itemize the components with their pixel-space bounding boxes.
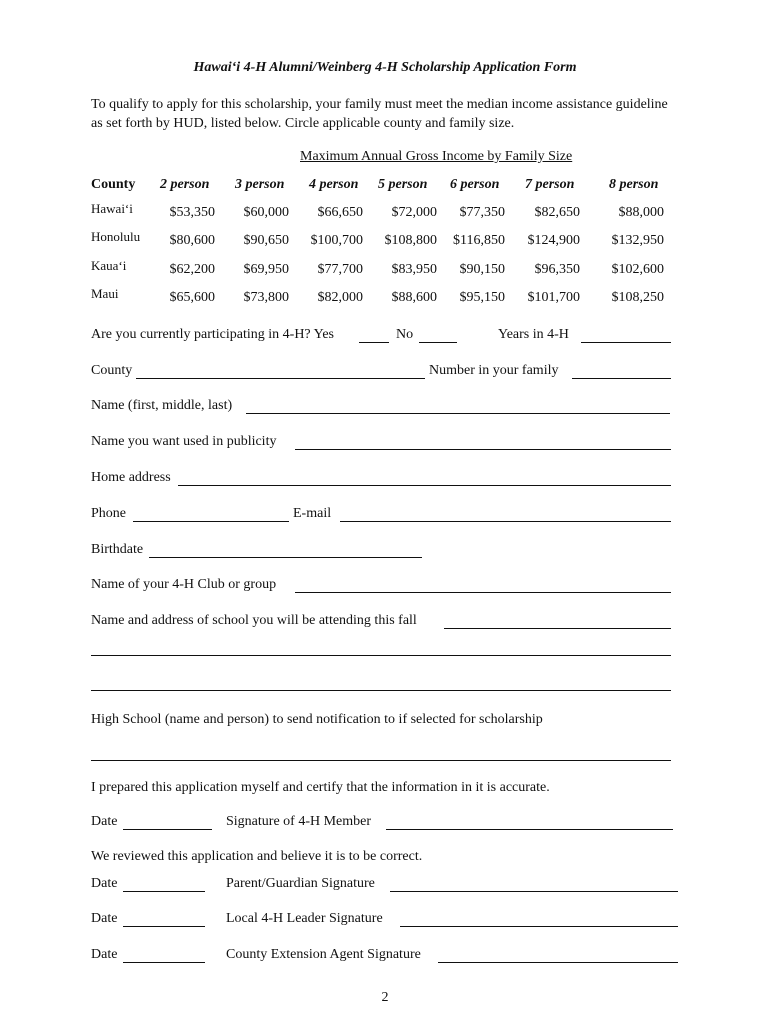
home-address-blank[interactable] bbox=[178, 485, 671, 486]
member-signature-blank[interactable] bbox=[386, 829, 673, 830]
table-cell: $53,350 bbox=[169, 205, 215, 220]
no-label: No bbox=[396, 327, 414, 342]
column-header: 3 person bbox=[235, 177, 285, 192]
table-caption: Maximum Annual Gross Income by Family Size bbox=[300, 149, 573, 164]
date-label: Date bbox=[91, 814, 118, 829]
member-signature-label: Signature of 4-H Member bbox=[226, 814, 372, 829]
phone-blank[interactable] bbox=[133, 521, 289, 522]
table-cell: $82,650 bbox=[534, 205, 580, 220]
county-label: County bbox=[91, 363, 133, 378]
years-blank[interactable] bbox=[581, 342, 671, 343]
table-cell: $116,850 bbox=[453, 233, 505, 248]
column-header: 7 person bbox=[525, 177, 575, 192]
school-blank-line-3[interactable] bbox=[91, 690, 671, 691]
birthdate-label: Birthdate bbox=[91, 542, 144, 557]
table-cell: $69,950 bbox=[243, 262, 289, 277]
column-header: 2 person bbox=[160, 177, 210, 192]
school-blank-line-2[interactable] bbox=[91, 655, 671, 656]
member-date-blank[interactable] bbox=[123, 829, 212, 830]
column-header: 6 person bbox=[450, 177, 500, 192]
table-cell: $88,600 bbox=[391, 290, 437, 305]
club-label: Name of your 4-H Club or group bbox=[91, 577, 277, 592]
school-label: Name and address of school you will be attending this fall bbox=[91, 613, 417, 628]
column-header: 5 person bbox=[378, 177, 428, 192]
column-header: 4 person bbox=[309, 177, 359, 192]
table-cell: $95,150 bbox=[459, 290, 505, 305]
table-row-county: Hawai‘i bbox=[91, 201, 133, 216]
date-label: Date bbox=[91, 947, 118, 962]
table-cell: $132,950 bbox=[611, 233, 664, 248]
birthdate-blank[interactable] bbox=[149, 557, 422, 558]
table-row-county: Maui bbox=[91, 286, 119, 301]
table-cell: $100,700 bbox=[310, 233, 363, 248]
table-cell: $108,800 bbox=[384, 233, 437, 248]
table-cell: $124,900 bbox=[527, 233, 580, 248]
club-blank[interactable] bbox=[295, 592, 671, 593]
column-header: 8 person bbox=[609, 177, 659, 192]
table-cell: $65,600 bbox=[169, 290, 215, 305]
agent-date-blank[interactable] bbox=[123, 962, 205, 963]
certify-statement: I prepared this application myself and certify that the information in it is accurate. bbox=[91, 780, 550, 795]
participating-label: Are you currently participating in 4-H? Yes bbox=[91, 327, 334, 342]
county-blank[interactable] bbox=[136, 378, 425, 379]
table-cell: $96,350 bbox=[534, 262, 580, 277]
table-cell: $90,150 bbox=[459, 262, 505, 277]
leader-signature-blank[interactable] bbox=[400, 926, 678, 927]
home-address-label: Home address bbox=[91, 470, 171, 485]
no-blank[interactable] bbox=[419, 342, 457, 343]
table-cell: $77,350 bbox=[459, 205, 505, 220]
table-cell: $83,950 bbox=[391, 262, 437, 277]
table-cell: $82,000 bbox=[317, 290, 363, 305]
high-school-blank[interactable] bbox=[91, 760, 671, 761]
table-cell: $73,800 bbox=[243, 290, 289, 305]
table-cell: $88,000 bbox=[618, 205, 664, 220]
school-blank[interactable] bbox=[444, 628, 671, 629]
email-blank[interactable] bbox=[340, 521, 671, 522]
table-cell: $102,600 bbox=[611, 262, 664, 277]
table-row-county: Honolulu bbox=[91, 229, 141, 244]
page-number: 2 bbox=[381, 990, 389, 1005]
date-label: Date bbox=[91, 876, 118, 891]
years-label: Years in 4-H bbox=[498, 327, 569, 342]
table-cell: $90,650 bbox=[243, 233, 289, 248]
high-school-label: High School (name and person) to send notification to if selected for scholarship bbox=[91, 712, 543, 727]
email-label: E-mail bbox=[293, 506, 332, 521]
publicity-name-label: Name you want used in publicity bbox=[91, 434, 277, 449]
leader-date-blank[interactable] bbox=[123, 926, 205, 927]
table-row-county: Kaua‘i bbox=[91, 258, 127, 273]
parent-signature-label: Parent/Guardian Signature bbox=[226, 876, 375, 891]
table-cell: $62,200 bbox=[169, 262, 215, 277]
agent-signature-label: County Extension Agent Signature bbox=[226, 947, 421, 962]
reviewed-statement: We reviewed this application and believe it is to be correct. bbox=[91, 849, 423, 864]
table-cell: $66,650 bbox=[317, 205, 363, 220]
parent-date-blank[interactable] bbox=[123, 891, 205, 892]
yes-blank[interactable] bbox=[359, 342, 389, 343]
intro-paragraph: To qualify to apply for this scholarship, your family must meet the median income assistance guideline as set forth by HUD, listed below. Circle applicable county and family size. bbox=[91, 97, 668, 131]
phone-label: Phone bbox=[91, 506, 126, 521]
table-cell: $72,000 bbox=[391, 205, 437, 220]
table-cell: $101,700 bbox=[527, 290, 580, 305]
family-number-blank[interactable] bbox=[572, 378, 671, 379]
date-label: Date bbox=[91, 911, 118, 926]
table-cell: $80,600 bbox=[169, 233, 215, 248]
name-label: Name (first, middle, last) bbox=[91, 398, 233, 413]
table-cell: $108,250 bbox=[611, 290, 664, 305]
publicity-name-blank[interactable] bbox=[295, 449, 671, 450]
name-blank[interactable] bbox=[246, 413, 670, 414]
leader-signature-label: Local 4-H Leader Signature bbox=[226, 911, 383, 926]
table-cell: $60,000 bbox=[243, 205, 289, 220]
agent-signature-blank[interactable] bbox=[438, 962, 678, 963]
form-title: Hawai‘i 4-H Alumni/Weinberg 4-H Scholarship Application Form bbox=[193, 60, 577, 75]
table-cell: $77,700 bbox=[317, 262, 363, 277]
county-column-header: County bbox=[91, 177, 136, 192]
parent-signature-blank[interactable] bbox=[390, 891, 678, 892]
family-number-label: Number in your family bbox=[429, 363, 559, 378]
